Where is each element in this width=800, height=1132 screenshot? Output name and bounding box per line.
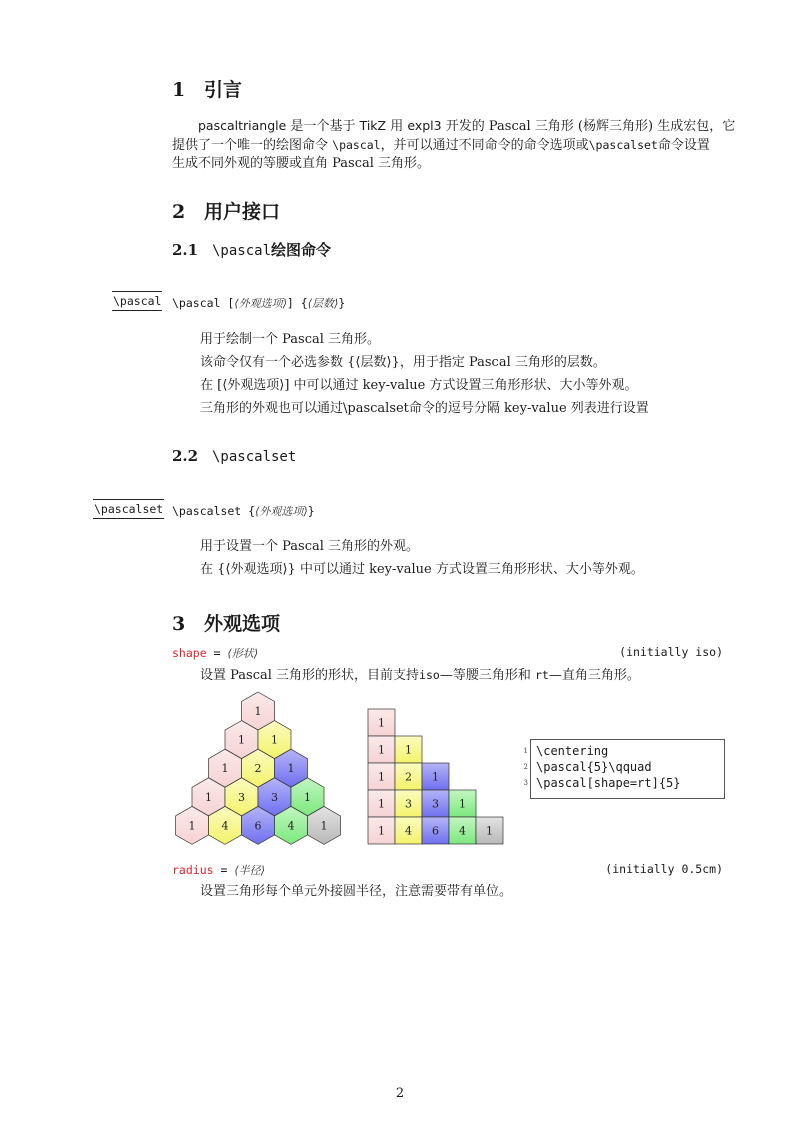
line-number: 1 — [523, 747, 528, 755]
code-listing — [518, 739, 724, 796]
text: —直角三角形。 — [548, 668, 640, 683]
square-cell-value: 4 — [459, 824, 466, 838]
meta-arg: ⟨形状⟩ — [227, 647, 258, 660]
square-cell-value: 2 — [405, 770, 412, 784]
hex-cell-value: 1 — [254, 705, 262, 718]
hex-cell-value: 1 — [320, 819, 328, 833]
subsection-number: 2.1 — [172, 241, 199, 259]
section-title: 引言 — [204, 79, 243, 101]
text: 设置 Pascal 三角形的形状，目前支持 — [200, 668, 420, 683]
value-iso: iso — [419, 668, 440, 682]
package-name: pascaltriangle — [198, 118, 287, 133]
section-number: 2 — [172, 201, 186, 223]
hex-cell-value: 1 — [238, 733, 245, 747]
square-cell-value: 1 — [378, 797, 385, 811]
hex-cell-value: 3 — [238, 790, 245, 804]
square-cell-value: 4 — [405, 824, 412, 838]
option-radius-desc: 设置三角形每个单元外接圆半径，注意需要带有单位。 — [200, 884, 513, 899]
brace: } — [307, 504, 315, 518]
brace: { — [241, 504, 256, 518]
rt-pascal-triangle — [368, 709, 503, 844]
code-line: \centering — [536, 744, 609, 758]
desc-line: 用于绘制一个 Pascal 三角形。 — [200, 332, 381, 347]
desc-line: 该命令仅有一个必选参数 {⟨层数⟩}，用于指定 Pascal 三角形的层数。 — [200, 355, 606, 370]
brace: } — [338, 296, 346, 310]
subsection-number: 2.2 — [172, 447, 199, 465]
signature-cmd: \pascal — [172, 296, 221, 310]
option-key: radius — [172, 863, 214, 877]
signature-cmd: \pascalset — [172, 504, 242, 518]
intro-line-3: 生成不同外观的等腰或直角 Pascal 三角形。 — [172, 156, 431, 171]
bracket: [ — [220, 296, 235, 310]
meta-arg: ⟨外观选项⟩ — [234, 297, 287, 310]
hex-cell-value: 4 — [221, 819, 229, 833]
square-cell-value: 6 — [432, 824, 439, 838]
hex-cell-value: 1 — [188, 819, 196, 833]
hex-cell-value: 1 — [205, 790, 212, 804]
hex-cell-value: 2 — [254, 762, 262, 776]
hex-cell-value: 6 — [254, 819, 262, 833]
text: ，并可以通过不同命令的命令选项或 — [380, 138, 589, 153]
meta-arg: ⟨层数⟩ — [307, 297, 339, 310]
square-cell-value: 1 — [378, 743, 385, 757]
meta-arg: ⟨半径⟩ — [234, 864, 265, 877]
subsection-cmd: \pascalset — [212, 449, 297, 465]
iso-pascal-triangle — [176, 692, 341, 844]
option-radius-initial: (initially 0.5cm) — [605, 862, 723, 876]
equals: = — [213, 863, 235, 877]
tikz-name: TikZ — [359, 118, 387, 133]
hex-cell-value: 4 — [287, 819, 295, 833]
page-number: 2 — [395, 1086, 405, 1101]
option-radius — [172, 862, 265, 878]
subsection-title: 绘图命令 — [271, 241, 332, 259]
square-cell-value: 1 — [432, 770, 439, 784]
hex-cell-value: 1 — [304, 790, 311, 804]
option-shape-initial: (initially iso) — [619, 645, 723, 659]
text: 命令设置 — [657, 138, 710, 153]
line-number: 3 — [523, 779, 528, 787]
code-line: \pascal{5}\qquad — [536, 760, 652, 774]
square-cell-value: 1 — [378, 824, 385, 838]
desc-line: 用于设置一个 Pascal 三角形的外观。 — [200, 539, 420, 554]
line-number: 2 — [523, 763, 528, 771]
text: 用 — [386, 119, 408, 134]
square-cell-value: 3 — [432, 797, 439, 811]
section-title: 外观选项 — [204, 613, 281, 635]
section-title: 用户接口 — [204, 201, 281, 223]
section-number: 1 — [172, 79, 186, 101]
hex-cell-value: 1 — [287, 762, 295, 776]
desc-line: 在 {⟨外观选项⟩} 中可以通过 key-value 方式设置三角形形状、大小等外观。 — [200, 562, 644, 577]
subsection-cmd: \pascal — [212, 243, 272, 259]
margin-label-pascal: \pascal — [112, 291, 162, 311]
desc-line: 在 [⟨外观选项⟩] 中可以通过 key-value 方式设置三角形形状、大小等外观。 — [200, 378, 638, 393]
margin-label-pascalset: \pascalset — [93, 499, 164, 519]
square-cell-value: 1 — [378, 716, 385, 730]
section-number: 3 — [172, 613, 186, 635]
expl3-name: expl3 — [407, 118, 442, 133]
text: 是一个基于 — [286, 119, 360, 134]
cmd-pascal: \pascal — [332, 138, 381, 152]
square-cell-value: 3 — [405, 797, 412, 811]
desc-line: 三角形的外观也可以通过\pascalset命令的逗号分隔 key-value 列表进行设置 — [200, 401, 649, 416]
bracket: ] — [286, 296, 301, 310]
brace: { — [300, 296, 308, 310]
hex-cell-value: 1 — [221, 762, 229, 776]
hex-cell-value: 1 — [271, 733, 278, 747]
equals: = — [206, 646, 228, 660]
text: 提供了一个唯一的绘图命令 — [172, 138, 333, 153]
square-cell-value: 1 — [378, 770, 385, 784]
meta-arg: ⟨外观选项⟩ — [255, 505, 308, 518]
value-rt: rt — [534, 668, 549, 682]
hex-cell-value: 3 — [271, 790, 278, 804]
code-box — [530, 739, 725, 799]
square-cell-value: 1 — [459, 797, 466, 811]
square-cell-value: 1 — [486, 824, 493, 838]
option-key: shape — [172, 646, 207, 660]
text: 开发的 Pascal 三角形 (杨辉三角形) 生成宏包，它 — [441, 119, 736, 134]
square-cell-value: 1 — [405, 743, 412, 757]
cmd-pascalset: \pascalset — [588, 138, 658, 152]
code-line: \pascal[shape=rt]{5} — [536, 776, 681, 790]
text: —等腰三角形和 — [439, 668, 535, 683]
